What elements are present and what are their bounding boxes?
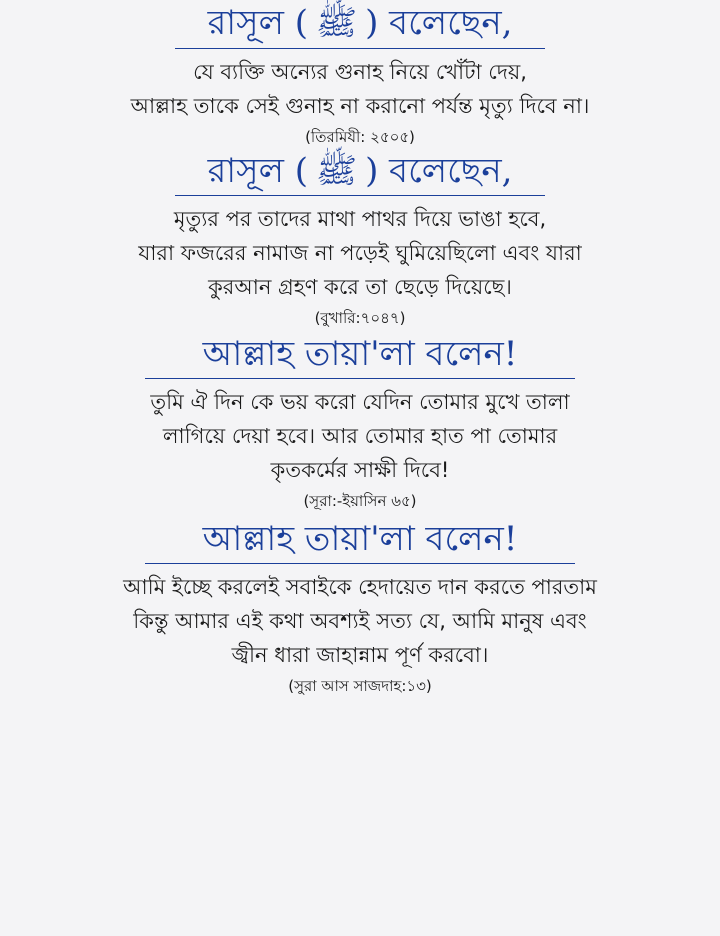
text-line: মৃত্যুর পর তাদের মাথা পাথর দিয়ে ভাঙা হবে, — [173, 207, 547, 231]
section-heading — [0, 151, 720, 191]
reference: (সুরা আস সাজদাহ:১৩) — [288, 677, 432, 695]
heading-underline — [175, 195, 545, 196]
heading-text-after: ) বলেছেন, — [365, 151, 513, 191]
text-line: জ্বীন ধারা জাহান্নাম পূর্ণ করবো। — [231, 643, 489, 667]
section-heading — [0, 2, 720, 44]
heading-text-before: রাসূল ( — [207, 151, 308, 191]
text-line: তুমি ঐ দিন কে ভয় করো যেদিন তোমার মুখে তালা — [150, 390, 570, 414]
reference: (সূরা:-ইয়াসিন ৬৫) — [303, 492, 417, 510]
reference: (তিরমিযী: ২৫০৫) — [305, 128, 415, 146]
section-hadith-2 — [0, 151, 720, 330]
text-line: কুরআন গ্রহণ করে তা ছেড়ে দিয়েছে। — [208, 275, 512, 299]
heading-underline — [145, 378, 575, 379]
text-line: আমি ইচ্ছে করলেই সবাইকে হেদায়েত দান করতে পারতাম — [123, 575, 597, 599]
heading-underline — [145, 563, 575, 564]
salawat-seal: ﷺ — [316, 151, 358, 191]
text-line: যে ব্যক্তি অন্যের গুনাহ নিয়ে খোঁটা দেয়, — [193, 60, 527, 84]
text-line: আল্লাহ তাকে সেই গুনাহ না করানো পর্যন্ত মৃত্যু দিবে না। — [130, 94, 590, 118]
salawat-seal: ﷺ — [316, 3, 358, 43]
text-line: লাগিয়ে দেয়া হবে। আর তোমার হাত পা তোমার — [162, 424, 558, 448]
reference: (বুখারি:৭০৪৭) — [314, 309, 406, 327]
heading-text-before: রাসূল ( — [207, 3, 308, 43]
text-line: যারা ফজরের নামাজ না পড়েই ঘুমিয়েছিলো এবং যারা — [138, 241, 582, 265]
section-heading: আল্লাহ তায়া'লা বলেন! — [202, 519, 518, 559]
heading-text-after: ) বলেছেন, — [365, 3, 513, 43]
heading-underline — [175, 48, 545, 49]
section-heading: আল্লাহ তায়া'লা বলেন! — [202, 334, 518, 374]
section-quran-2 — [0, 519, 720, 698]
text-line: কৃতকর্মের সাক্ষী দিবে! — [270, 458, 450, 482]
section-quran-1 — [0, 334, 720, 513]
section-hadith-1 — [0, 2, 720, 149]
text-line: কিন্তু আমার এই কথা অবশ্যই সত্য যে, আমি মানুষ এবং — [133, 609, 587, 633]
